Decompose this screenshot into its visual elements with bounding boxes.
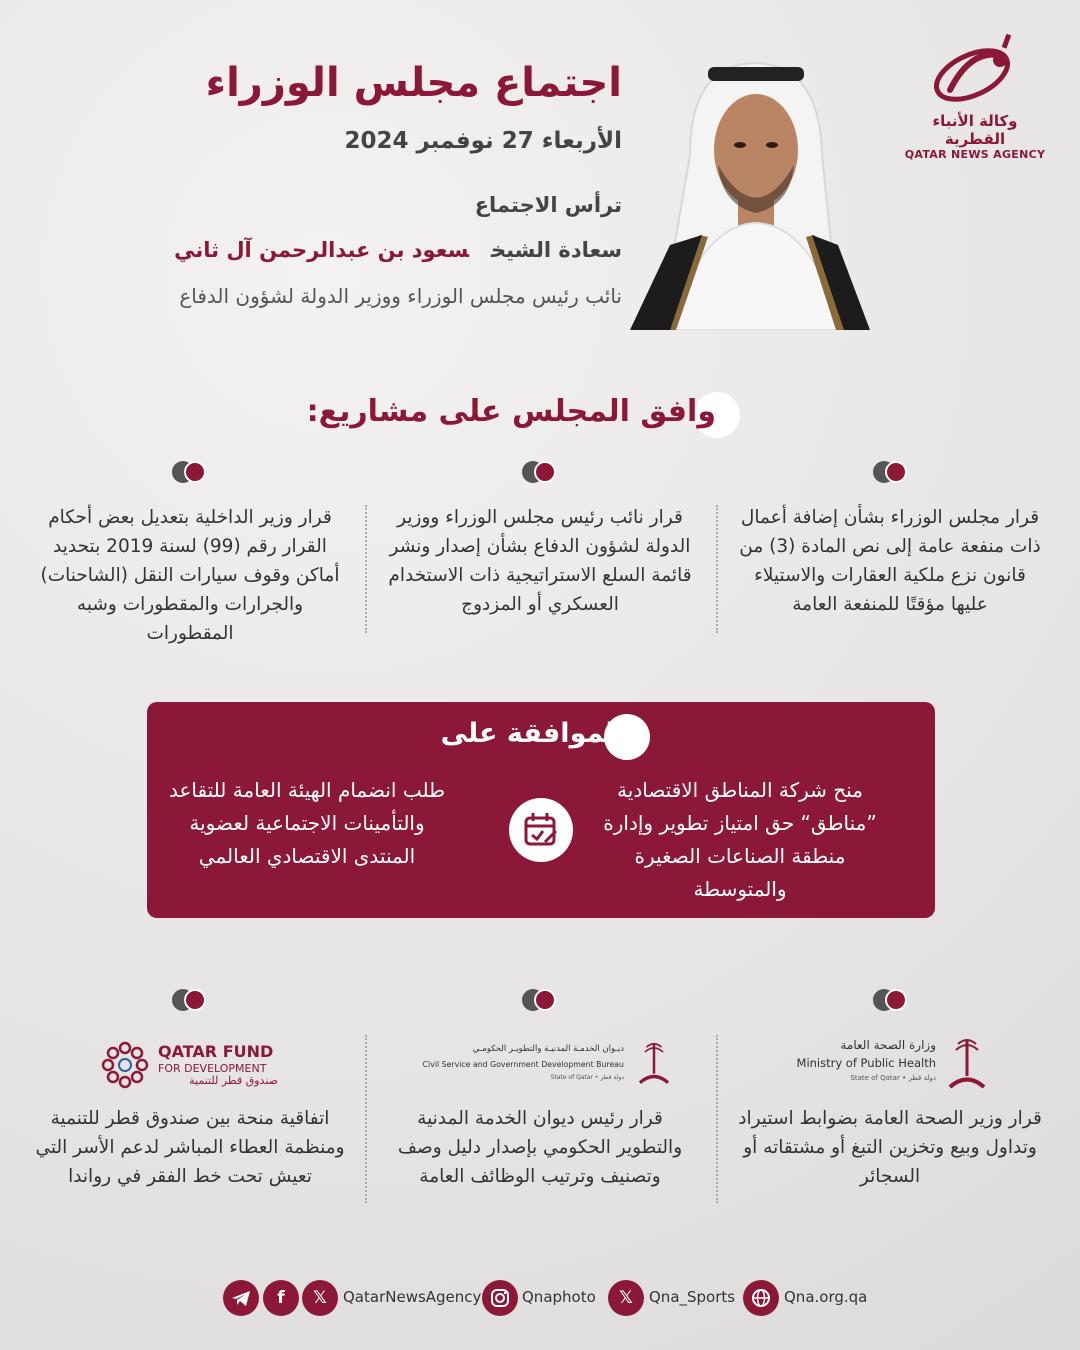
qatar-emblem-icon [630, 1034, 678, 1090]
moph-logo [796, 1032, 996, 1092]
facebook-icon[interactable]: f [263, 1280, 299, 1316]
website-link[interactable]: Qna.org.qa [784, 1288, 868, 1306]
qatar-emblem-icon [938, 1032, 996, 1092]
bullet-dots [172, 989, 208, 1011]
csgdb-sub: State of Qatar • دولة قطر [550, 1074, 624, 1081]
qna-emblem-icon [920, 30, 1030, 110]
project-item: قرار نائب رئيس مجلس الوزراء ووزير الدولة لشؤون الدفاع بشأن إصدار ونشر قائمة السلع الاستراتيجية ذات الاستخدام العسكري أو المزدوج [388, 507, 692, 615]
column-divider [365, 1035, 367, 1203]
x-icon[interactable]: 𝕏 [608, 1280, 644, 1316]
csgdb-name-ar: ديـوان الخدمـة المدنيـة والتطويـر الحكومـي [472, 1044, 624, 1054]
bullet-dots [522, 989, 558, 1011]
bullet-dots [522, 461, 558, 483]
bullet-dots [873, 989, 909, 1011]
csgdb-name-en: Civil Service and Government Development Bureau [422, 1060, 624, 1069]
page-title: اجتماع مجلس الوزراء [205, 60, 622, 106]
bullet-dots [873, 461, 909, 483]
moph-name-en: Ministry of Public Health [796, 1056, 936, 1070]
instagram-handle[interactable]: Qnaphoto [522, 1288, 596, 1306]
column-divider [716, 505, 718, 633]
project-item: قرار مجلس الوزراء بشأن إضافة أعمال ذات منفعة عامة إلى نص المادة (3) من قانون نزع ملكية العقارات والاستيلاء عليها مؤقتًا للمنفعة العامة [739, 507, 1041, 615]
qfd-logo [100, 1040, 290, 1092]
x-icon[interactable]: 𝕏 [302, 1280, 338, 1316]
projects-heading-text: وافق المجلس على مشاريع: [306, 394, 716, 429]
chaired-label: ترأس الاجتماع [474, 193, 622, 217]
agreement-item: قرار وزير الصحة العامة بضوابط استيراد وتداول وبيع وتخزين التبغ أو مشتقاته أو السجائر [738, 1108, 1042, 1187]
project-item: قرار وزير الداخلية بتعديل بعض أحكام القرار رقم (99) لسنة 2019 بتحديد أماكن وقوف سيارات النقل (الشاحنات) والجرارات والمقطورات وشبه المقطورات [40, 507, 340, 644]
projects-heading [306, 390, 760, 440]
x-handle-sports[interactable]: Qna_Sports [649, 1288, 736, 1306]
approval-box [147, 702, 935, 918]
qna-logo [900, 30, 1050, 160]
honorific: سعادة الشيخ [490, 238, 622, 262]
agreement-item: قرار رئيس ديوان الخدمة المدنية والتطوير الحكومي بإصدار دليل وصف وتصنيف وترتيب الوظائف العامة [397, 1108, 683, 1187]
approval-item: طلب انضمام الهيئة العامة للتقاعد والتأمينات الاجتماعية لعضوية المنتدى الاقتصادي العالمي [169, 778, 445, 868]
csgdb-logo [418, 1032, 678, 1092]
bullet-dots [172, 461, 208, 483]
moph-sub: State of Qatar • دولة قطر [850, 1074, 936, 1082]
chair-name-line [174, 238, 622, 262]
approval-heading-text: الموافقة على [440, 718, 624, 749]
approval-item: منح شركة المناطق الاقتصادية ”مناطق“ حق امتياز تطوير وإدارة منطقة الصناعات الصغيرة والمتوسطة [603, 778, 877, 901]
brand-name-ar: وكالة الأنباء القطرية [932, 112, 1018, 148]
instagram-icon[interactable] [482, 1280, 518, 1316]
moph-name-ar: وزارة الصحة العامة [840, 1038, 936, 1052]
qfd-emblem-icon [100, 1040, 150, 1090]
social-footer [0, 1280, 1080, 1324]
telegram-icon[interactable] [223, 1280, 259, 1316]
column-divider [365, 505, 367, 633]
globe-icon[interactable] [743, 1280, 779, 1316]
chair-position: نائب رئيس مجلس الوزراء ووزير الدولة لشؤون الدفاع [179, 284, 622, 308]
column-divider [716, 1035, 718, 1203]
agreement-item: اتفاقية منحة بين صندوق قطر للتنمية ومنظمة العطاء المباشر لدعم الأسر التي تعيش تحت خط الفقر في رواندا [35, 1108, 345, 1187]
brand-name-en: QATAR NEWS AGENCY [904, 148, 1046, 161]
approval-heading [430, 714, 650, 760]
chair-name: سعود بن عبدالرحمن آل ثاني [174, 238, 469, 262]
qfd-name-en: QATAR FUND [158, 1042, 274, 1061]
x-handle-qna[interactable]: QatarNewsAgency [343, 1288, 482, 1306]
qfd-name-en2: FOR DEVELOPMENT [158, 1062, 267, 1075]
minister-portrait [630, 45, 870, 330]
qfd-name-ar: صندوق قطر للتنمية [189, 1074, 278, 1087]
meeting-date: الأربعاء 27 نوفمبر 2024 [344, 128, 622, 154]
calendar-check-icon [509, 798, 573, 862]
